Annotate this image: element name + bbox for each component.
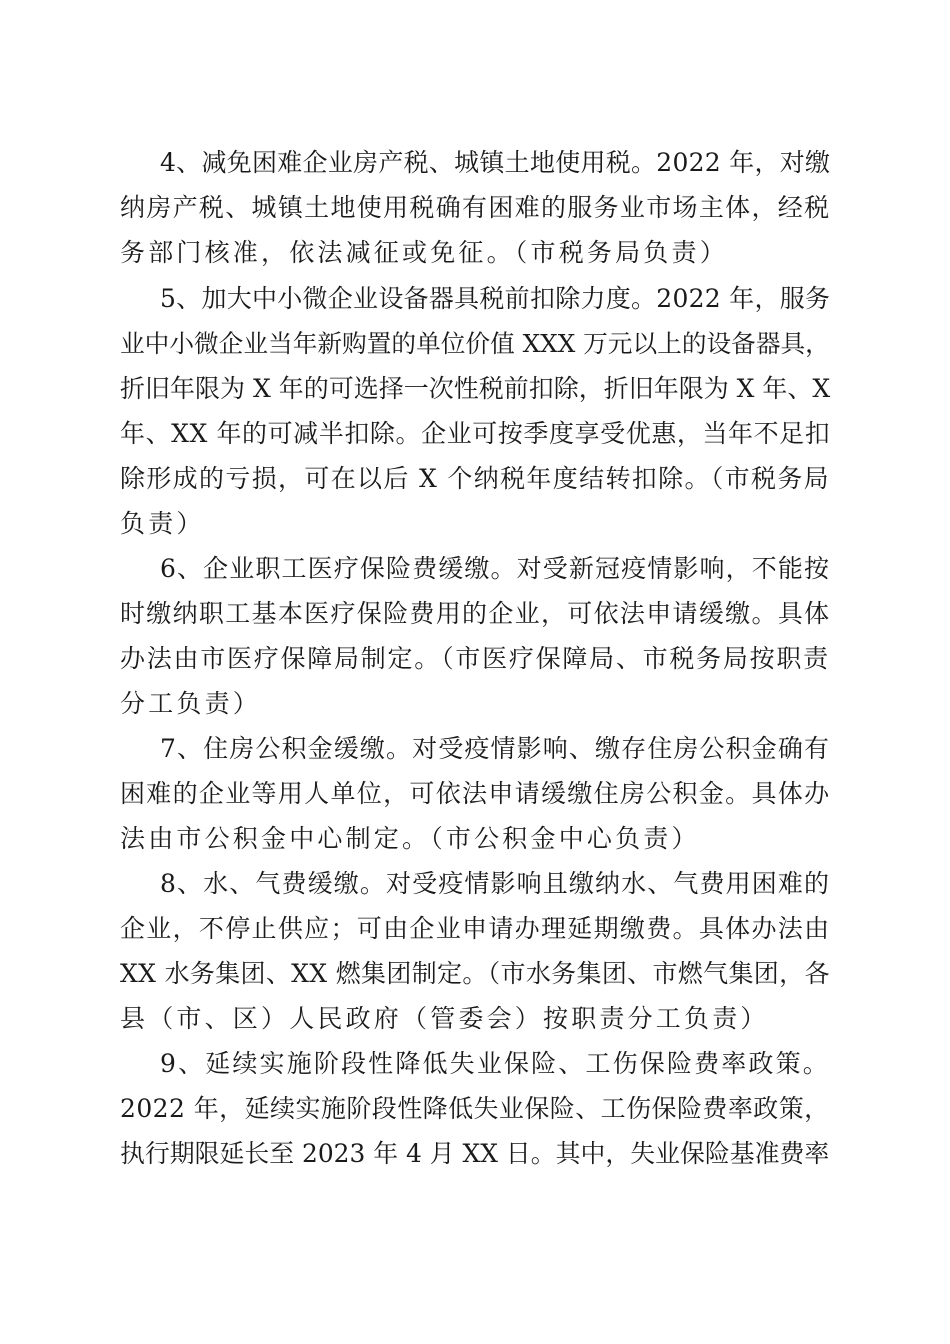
paragraph-9-line-2: 2022 年，延续实施阶段性降低失业保险、工伤保险费率政策，	[120, 1094, 830, 1123]
paragraph-5-line-2: 业中小微企业当年新购置的单位价值 XXX 万元以上的设备器具，	[120, 329, 830, 358]
paragraph-8-line-4: 县（市、区）人民政府（管委会）按职责分工负责）	[120, 1004, 769, 1033]
paragraph-4-line-1: 4、减免困难企业房产税、城镇土地使用税。2022 年，对缴	[160, 148, 831, 177]
paragraph-6-line-2: 时缴纳职工基本医疗保险费用的企业，可依法申请缓缴。具体	[120, 599, 831, 628]
paragraph-5-line-1: 5、加大中小微企业设备器具税前扣除力度。2022 年，服务	[160, 284, 831, 313]
paragraph-6-line-3: 办法由市医疗保障局制定。（市医疗保障局、市税务局按职责	[120, 644, 830, 673]
paragraph-8-line-2: 企业，不停止供应；可由企业申请办理延期缴费。具体办法由	[120, 914, 831, 943]
paragraph-4-line-2: 纳房产税、城镇土地使用税确有困难的服务业市场主体，经税	[120, 193, 831, 222]
paragraph-4-line-3: 务部门核准，依法减征或免征。（市税务局负责）	[120, 238, 728, 267]
paragraph-6-line-1: 6、企业职工医疗保险费缓缴。对受新冠疫情影响，不能按	[160, 554, 831, 583]
paragraph-8-line-3: XX 水务集团、XX 燃集团制定。（市水务集团、市燃气集团，各	[120, 959, 830, 988]
paragraph-7-line-1: 7、住房公积金缓缴。对受疫情影响、缴存住房公积金确有	[160, 734, 831, 763]
paragraph-5-line-5: 除形成的亏损，可在以后 X 个纳税年度结转扣除。（市税务局	[120, 464, 830, 493]
paragraph-7-line-3: 法由市公积金中心制定。（市公积金中心负责）	[120, 824, 700, 853]
paragraph-6-line-4: 分工负责）	[120, 689, 262, 718]
paragraph-5-line-3: 折旧年限为 X 年的可选择一次性税前扣除，折旧年限为 X 年、X	[120, 374, 831, 403]
paragraph-5-line-4: 年、XX 年的可减半扣除。企业可按季度享受优惠，当年不足扣	[120, 419, 831, 448]
paragraph-7-line-2: 困难的企业等用人单位，可依法申请缓缴住房公积金。具体办	[120, 779, 831, 808]
paragraph-9-line-3: 执行期限延长至 2023 年 4 月 XX 日。其中，失业保险基准费率	[120, 1139, 830, 1168]
paragraph-9-line-1: 9、延续实施阶段性降低失业保险、工伤保险费率政策。	[160, 1049, 830, 1078]
paragraph-8-line-1: 8、水、气费缓缴。对受疫情影响且缴纳水、气费用困难的	[160, 869, 831, 898]
paragraph-5-line-6: 负责）	[120, 509, 205, 538]
